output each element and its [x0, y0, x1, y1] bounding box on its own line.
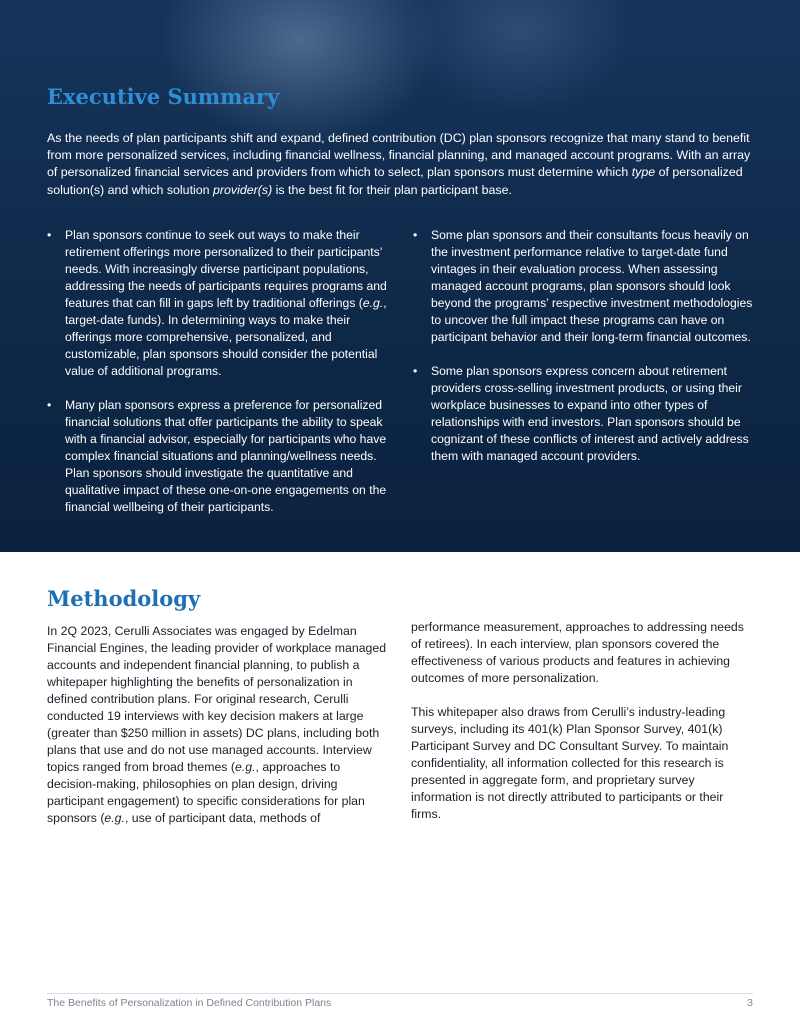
- paragraph-text: , use of participant data, methods of: [124, 811, 321, 825]
- bullet-text: Some plan sponsors and their consultants focus heavily on the investment performance relative to target-date fund vintages in their evaluation process. When assessing managed account programs, plan sponsors should look beyond the programs’ respective investment methodologies to uncover the full impact these programs can have on participant behavior and their long-term financial outcomes.: [431, 228, 753, 344]
- methodology-paragraph: [47, 623, 392, 827]
- bullet-dot: •: [413, 364, 418, 378]
- bullet-item: [413, 227, 755, 346]
- bullet-text: Plan sponsors continue to seek out ways to make their retirement offerings more personalized to their participants’ needs. With increasingly diverse participant populations, addressing the needs of participants requires programs and features that can fill in gaps left by traditional offerings (: [65, 228, 387, 310]
- methodology-paragraph: This whitepaper also draws from Cerulli’s industry-leading surveys, including its 401(k) Plan Sponsor Survey, 401(k) Participant Survey and DC Consultant Survey. To maintain confidentiality, all information collected for this research is presented in aggregate form, and proprietary survey information is not directly attributed to participants or their firms.: [411, 705, 729, 821]
- methodology-paragraph: performance measurement, approaches to addressing needs of retirees). In each interview, plan sponsors covered the effectiveness of various products and features in achieving outcomes of more personalization.: [411, 620, 744, 685]
- bullet-item: [47, 227, 392, 380]
- page-number: 3: [747, 997, 753, 1009]
- executive-summary-title: Executive Summary: [47, 84, 280, 109]
- footer-divider: [47, 993, 753, 994]
- intro-text-3: is the best fit for their plan participant base.: [272, 182, 512, 197]
- methodology-title: Methodology: [47, 586, 201, 611]
- bullet-dot: •: [47, 228, 52, 242]
- bullet-emphasis: e.g.: [362, 296, 384, 310]
- right-bullet-list: [413, 227, 755, 482]
- paragraph-emphasis: e.g.: [104, 811, 125, 825]
- bullet-item: [413, 363, 755, 465]
- intro-emphasis-type: type: [631, 165, 656, 180]
- bullet-text: Many plan sponsors express a preference for personalized financial solutions that offer participants the ability to speak with a financial advisor, especially for participants who have complex financial situations and planning/wellness needs. Plan sponsors should investigate the quantitative and qualitative impact of these one-on-one engagements on the financial wellbeing of their participants.: [65, 398, 387, 514]
- intro-text-1: As the needs of plan participants shift and expand, defined contribution (DC) plan sponsors recognize that many stand to benefit from more personalized services, including financial wellness, financial planning, and managed account programs. With an array of personalized financial services and providers from which to select, plan sponsors must determine which: [47, 131, 751, 180]
- left-bullet-list: [47, 227, 392, 533]
- intro-text-2: of personalized solution(s) and which solution: [47, 165, 743, 197]
- bullet-dot: •: [47, 398, 52, 412]
- paragraph-text: , approaches to decision-making, philosophies on plan design, driving participant engagement) to specific considerations for plan sponsors (: [47, 760, 365, 825]
- executive-summary-intro: [47, 130, 755, 199]
- paragraph-text: In 2Q 2023, Cerulli Associates was engaged by Edelman Financial Engines, the leading provider of workplace managed accounts and independent financial planning, to publish a whitepaper highlighting the benefits of personalization in defined contribution plans. For original research, Cerulli conducted 19 interviews with key decision makers at large (greater than $250 million in assets) DC plans, including both plans that use and do not use managed accounts. Interview topics ranged from broad themes (: [47, 624, 387, 774]
- bullet-text: , target-date funds). In determining ways to make their offerings more comprehensive, personalized, and customizable, plan sponsors should consider the potential value of additional programs.: [65, 296, 387, 378]
- footer-title: The Benefits of Personalization in Defined Contribution Plans: [47, 997, 332, 1009]
- paragraph-emphasis: e.g.: [234, 760, 256, 774]
- bullet-dot: •: [413, 228, 418, 242]
- bullet-item: [47, 397, 392, 516]
- methodology-left-column: [47, 623, 392, 844]
- bullet-text: Some plan sponsors express concern about retirement providers cross-selling investment products, or using their workplace businesses to expand into other types of relationships with end investors. Plan sponsors should be cognizant of these conflicts of interest and actively address them with managed account providers.: [431, 364, 749, 463]
- methodology-right-column: [411, 619, 756, 840]
- intro-emphasis-providers: provider(s): [213, 182, 273, 197]
